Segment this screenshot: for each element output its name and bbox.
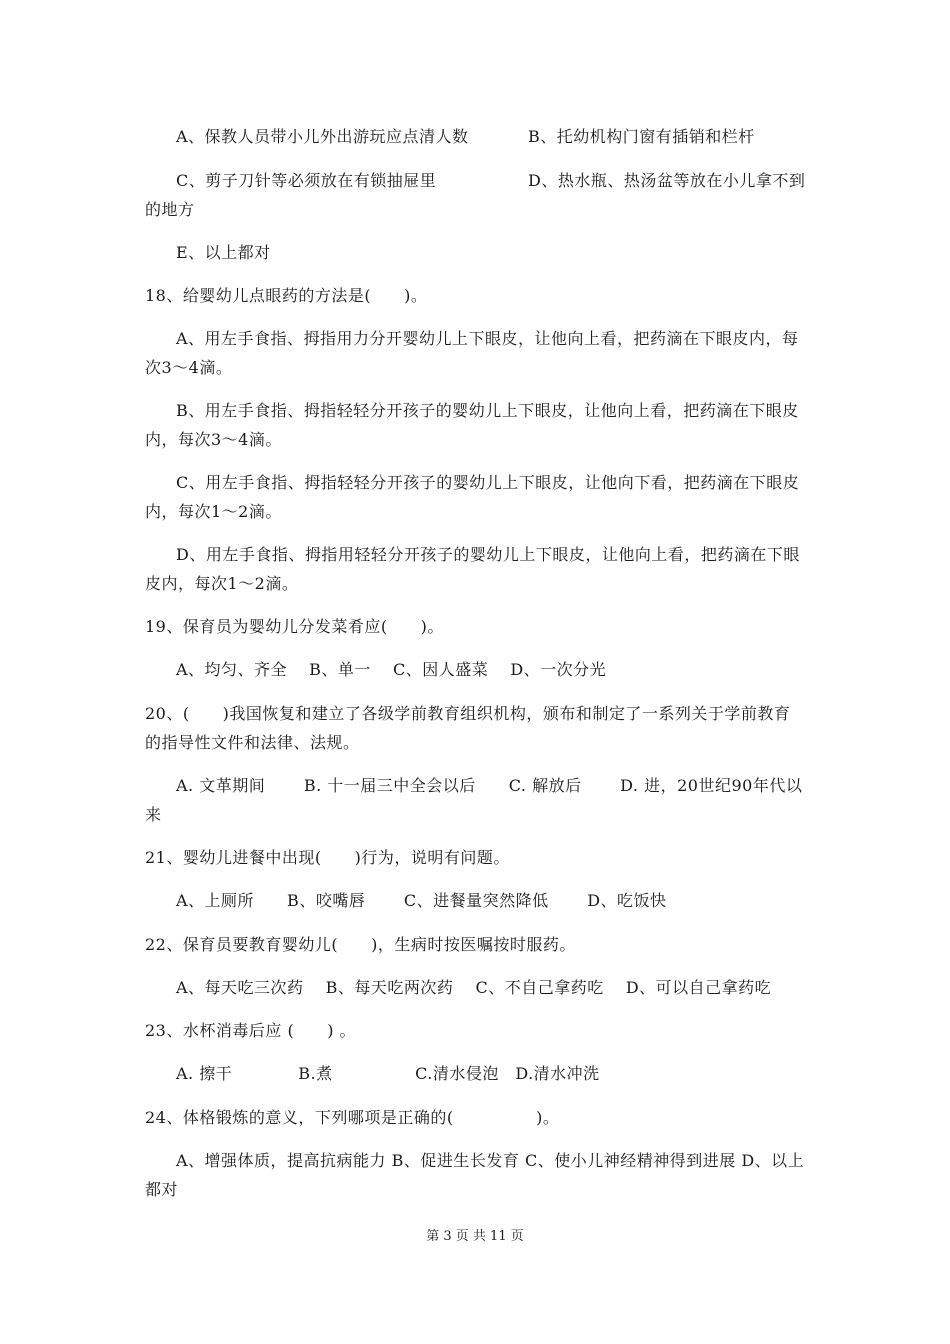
q19-stem: 19、保育员为婴幼儿分发菜肴应( )。 [145,617,444,636]
q18-option-d-line1: D、用左手食指、拇指用轻轻分开孩子的婴幼儿上下眼皮，让他向上看，把药滴在下眼 [176,545,800,564]
q22-options: A、每天吃三次药 B、每天吃两次药 C、不自己拿药吃 D、可以自己拿药吃 [176,978,772,997]
q18-option-c-line1: C、用左手食指、拇指轻轻分开孩子的婴幼儿上下眼皮，让他向下看，把药滴在下眼皮 [176,473,800,492]
q23-stem: 23、水杯消毒后应 ( ) 。 [145,1021,357,1040]
page-footer: 第 3 页 共 11 页 [426,1229,524,1244]
q20-options-line2: 来 [145,805,162,824]
q22-stem: 22、保育员要教育婴幼儿( )，生病时按医嘱按时服药。 [145,935,576,954]
q20-stem-line2: 的指导性文件和法律、法规。 [145,733,360,752]
q17-option-c: C、剪子刀针等必须放在有锁抽屉里 [176,171,437,190]
q18-option-a-line2: 次3～4滴。 [145,358,233,377]
q18-option-b-line1: B、用左手食指、拇指轻轻分开孩子的婴幼儿上下眼皮，让他向上看，把药滴在下眼皮 [176,401,799,420]
q24-options-line2: 都对 [145,1180,179,1199]
q20-stem-line1: 20、( )我国恢复和建立了各级学前教育组织机构，颁布和制定了一系列关于学前教育 [145,704,791,723]
q24-stem: 24、体格锻炼的意义，下列哪项是正确的( )。 [145,1108,560,1127]
q21-options: A、上厕所 B、咬嘴唇 C、进餐量突然降低 D、吃饭快 [176,891,667,910]
q20-options-line1: A. 文革期间 B. 十一届三中全会以后 C. 解放后 D. 进，20世纪90年代以 [176,776,803,795]
q18-option-d-line2: 皮内，每次1～2滴。 [145,574,299,593]
q19-options: A、均匀、齐全 B、单一 C、因人盛菜 D、一次分光 [176,660,607,679]
q18-stem: 18、给婴幼儿点眼药的方法是( )。 [145,286,428,305]
q17-option-a: A、保教人员带小儿外出游玩应点清人数 [176,127,469,146]
q24-options-line1: A、增强体质，提高抗病能力 B、促进生长发育 C、使小儿神经精神得到进展 D、以上 [176,1151,805,1170]
q17-option-d-line1: D、热水瓶、热汤盆等放在小儿拿不到 [528,171,806,190]
q21-stem: 21、婴幼儿进餐中出现( )行为，说明有问题。 [145,848,510,867]
q17-option-b: B、托幼机构门窗有插销和栏杆 [528,127,755,146]
q18-option-c-line2: 内，每次1～2滴。 [145,502,282,521]
q18-option-a-line1: A、用左手食指、拇指用力分开婴幼儿上下眼皮，让他向上看，把药滴在下眼皮内，每 [176,329,799,348]
q17-option-e: E、以上都对 [176,243,271,262]
q23-options: A. 擦干 B.煮 C.清水侵泡 D.清水冲洗 [176,1064,600,1083]
q18-option-b-line2: 内，每次3～4滴。 [145,430,282,449]
q17-option-d-line2: 的地方 [145,200,195,219]
